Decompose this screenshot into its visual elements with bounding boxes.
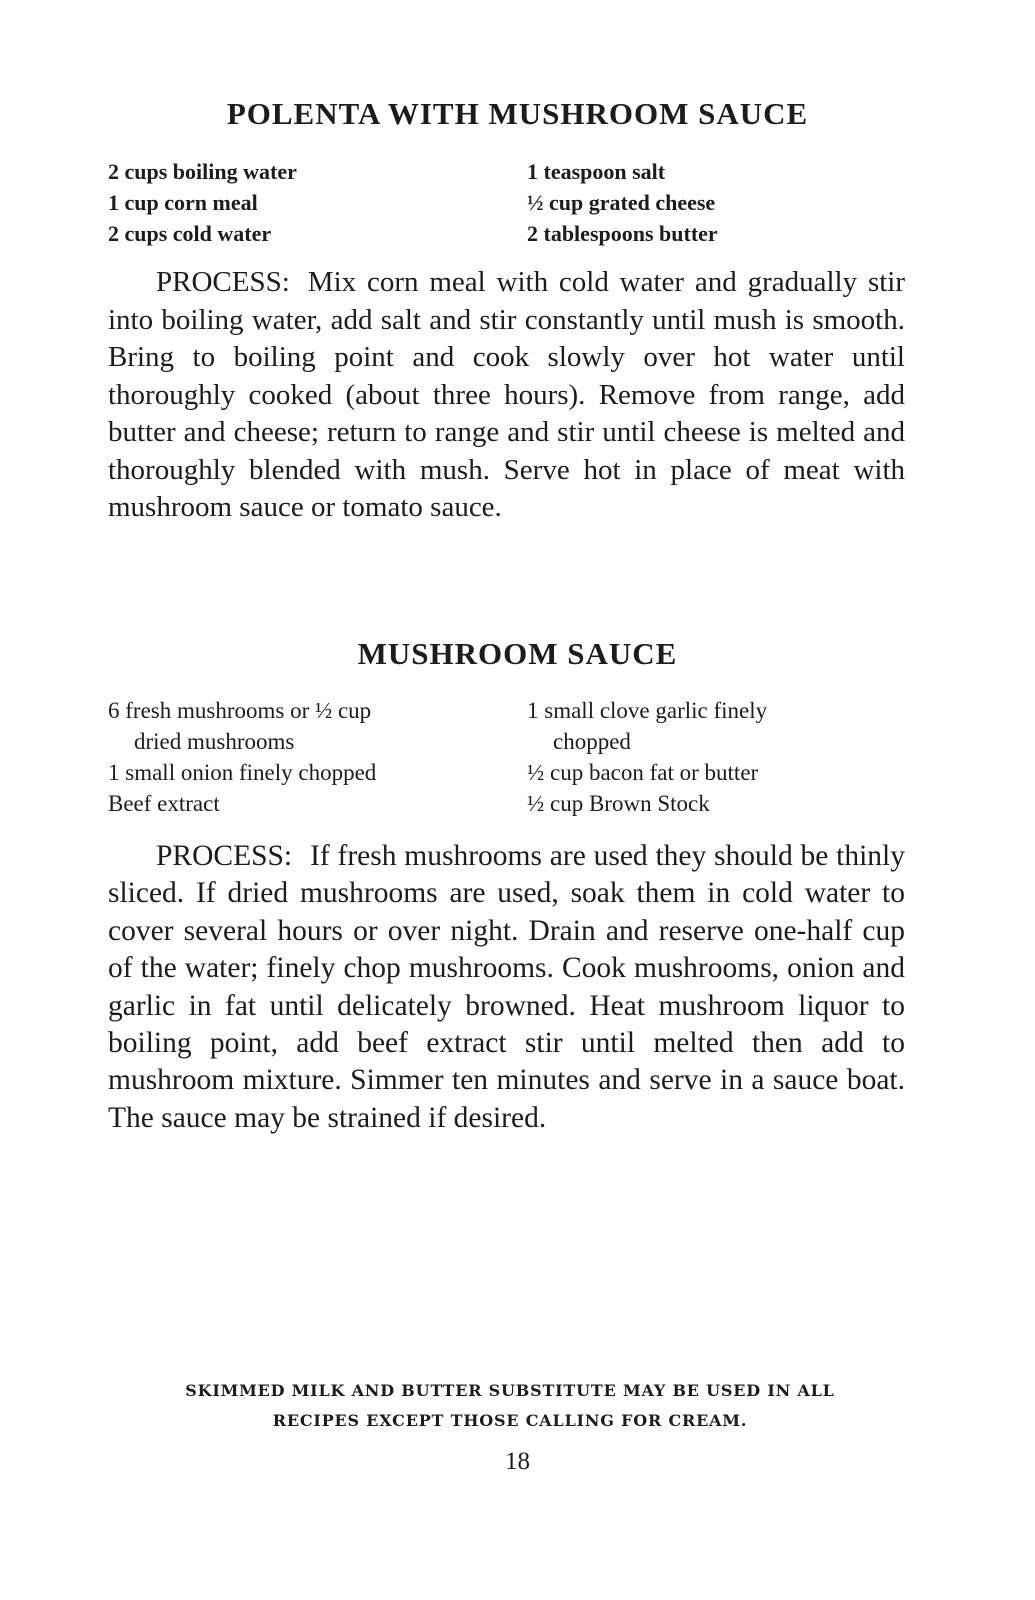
ingredient: 1 small onion finely chopped — [108, 760, 377, 785]
ingredient-continuation: chopped — [553, 729, 631, 754]
process-text: If fresh mushrooms are used they should be thinly sliced. If dried mushrooms are used, soak them in cold water to cover several hours or over night. Drain and reserve one-half cup of the water; finely chop mushrooms. Cook mushrooms, onion and garlic in fat until delicately browned. Heat mushroom liquor to boiling point, add beef extract stir until melted then add to mushroom mixture. Simmer ten minutes and serve in a sauce boat. The sauce may be strained if desired. — [108, 840, 905, 1134]
ingredient: 1 teaspoon salt — [527, 159, 666, 184]
ingredient: ½ cup bacon fat or butter — [527, 760, 759, 785]
page-number: 18 — [505, 1448, 530, 1475]
ingredient: 2 cups boiling water — [108, 159, 297, 184]
ingredient: 2 tablespoons butter — [527, 221, 718, 246]
sauce-ingredients-right — [527, 695, 767, 819]
ingredient: Beef extract — [108, 791, 220, 816]
sauce-ingredients-left — [108, 695, 376, 819]
process-label: PROCESS: — [156, 266, 290, 298]
recipe-title: POLENTA WITH MUSHROOM SAUCE — [226, 96, 809, 131]
process-label: PROCESS: — [156, 840, 293, 872]
ingredient: ½ cup Brown Stock — [527, 791, 710, 816]
recipe-ingredients-left — [108, 156, 297, 249]
ingredient: ½ cup grated cheese — [527, 190, 716, 215]
ingredient-continuation: dried mushrooms — [134, 729, 295, 754]
sauce-process — [108, 838, 905, 1137]
recipe-ingredients-right — [527, 156, 718, 249]
ingredient: 1 cup corn meal — [108, 190, 258, 215]
footnote-line: RECIPES EXCEPT THOSE CALLING FOR CREAM. — [272, 1411, 748, 1430]
footnote — [110, 1376, 910, 1436]
sauce-title: MUSHROOM SAUCE — [357, 636, 678, 671]
ingredient: 2 cups cold water — [108, 221, 272, 246]
recipe-process — [108, 264, 905, 527]
ingredient: 1 small clove garlic finely — [527, 698, 768, 723]
footnote-line: SKIMMED MILK AND BUTTER SUBSTITUTE MAY BE USED IN ALL — [185, 1381, 835, 1400]
ingredient: 6 fresh mushrooms or ½ cup — [108, 698, 372, 723]
process-text: Mix corn meal with cold water and gradually stir into boiling water, add salt and stir constantly until mush is smooth. Bring to boiling point and cook slowly over hot water until thoroughly cooked (about three hours). Remove from range, add butter and cheese; return to range and stir until cheese is melted and thoroughly blended with mush. Serve hot in place of meat with mushroom sauce or tomato sauce. — [108, 266, 905, 523]
